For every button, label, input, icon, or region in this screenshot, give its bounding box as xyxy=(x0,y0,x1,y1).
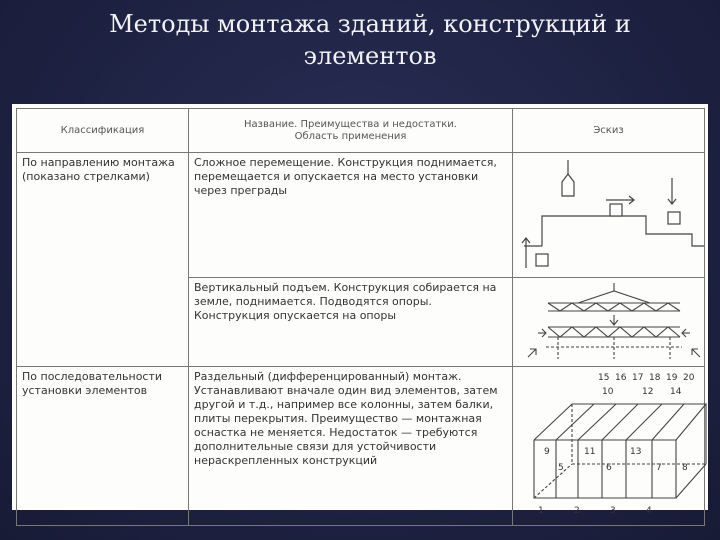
sketch-label-8: 8 xyxy=(682,463,688,473)
sketch-label-20: 20 xyxy=(683,373,695,383)
header-name-line-1: Название. Преимущества и недостатки. xyxy=(243,118,457,130)
document-scan xyxy=(12,104,708,516)
table-row xyxy=(17,153,705,278)
sketch-label-13: 13 xyxy=(630,447,642,457)
sketch-label-19: 19 xyxy=(666,373,678,383)
sketch-label-3: 3 xyxy=(610,506,616,516)
sketch-label-12: 12 xyxy=(642,387,654,397)
sketch-label-17: 17 xyxy=(632,373,644,383)
sketch-label-14: 14 xyxy=(670,387,682,397)
row3-sketch xyxy=(513,367,705,526)
row3-classification: По последовательности установки элементов xyxy=(17,367,189,526)
row3-description: Раздельный (дифференцированный) монтаж. Устанавливают вначале один вид элементов, затем другой и т.д., например все колонны, затем балки, плиты перекрытия. Преимущество — монтажная оснастка не меняется. Недостаток — требуются дополнительные связи для устойчивости нераскрепленных конструкций xyxy=(189,367,513,526)
vertical-lift-sketch xyxy=(518,281,710,363)
row1-classification: По направлению монтажа (показано стрелками) xyxy=(17,153,189,367)
sketch-label-4: 4 xyxy=(646,506,652,516)
sketch-label-7: 7 xyxy=(656,463,662,473)
sketch-label-2: 2 xyxy=(574,506,580,516)
row2-sketch xyxy=(513,278,705,367)
row1-description: Сложное перемещение. Конструкция поднимается, перемещается и опускается на место установки через преграды xyxy=(189,153,513,278)
header-name xyxy=(189,109,513,153)
complex-move-sketch xyxy=(518,156,710,274)
sketch-label-5: 5 xyxy=(558,463,564,473)
header-classification: Классификация xyxy=(17,109,189,153)
sketch-label-16: 16 xyxy=(615,373,627,383)
slide-title-line-1: Методы монтажа зданий, конструкций и xyxy=(109,10,631,38)
slide-title-line-2: элементов xyxy=(303,42,437,70)
sketch-label-18: 18 xyxy=(649,373,661,383)
table-row xyxy=(17,367,705,526)
sketch-label-15: 15 xyxy=(598,373,610,383)
sketch-label-9: 9 xyxy=(544,447,550,457)
slide-title xyxy=(40,8,700,72)
header-sketch: Эскиз xyxy=(513,109,705,153)
methods-table xyxy=(16,108,705,526)
sketch-label-10: 10 xyxy=(602,387,614,397)
header-name-line-2: Область применения xyxy=(294,130,407,142)
table-header-row xyxy=(17,109,705,153)
sketch-label-11: 11 xyxy=(584,447,596,457)
row2-description: Вертикальный подъем. Конструкция собирается на земле, поднимается. Подводятся опоры. Конструкция опускается на опоры xyxy=(189,278,513,367)
sequential-install-sketch xyxy=(518,370,710,522)
sketch-label-6: 6 xyxy=(606,463,612,473)
row1-sketch xyxy=(513,153,705,278)
sketch-label-1: 1 xyxy=(538,506,544,516)
